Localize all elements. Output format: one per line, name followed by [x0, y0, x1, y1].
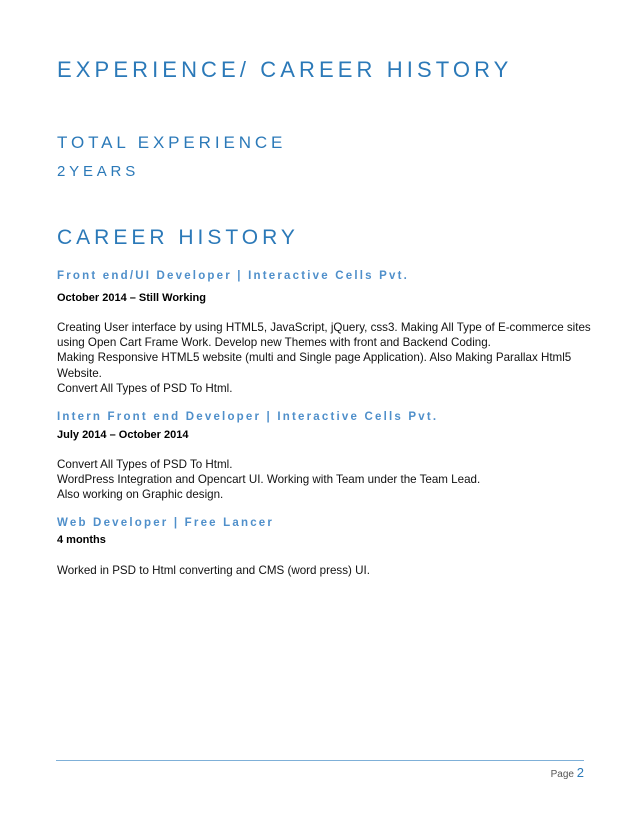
description-line: Convert All Types of PSD To Html.	[57, 381, 233, 395]
years-value: 2YEARS	[57, 163, 139, 180]
description-line: Creating User interface by using HTML5, JavaScript, jQuery, css3. Making All Type of E-commerce sites	[57, 321, 591, 334]
description-line: WordPress Integration and Opencart UI. Working with Team under the Team Lead.	[57, 473, 481, 487]
job-period: 4 months	[57, 534, 106, 546]
description-line: Website.	[57, 366, 102, 380]
job-role: Intern Front end Developer | Interactive Cells Pvt.	[57, 411, 439, 423]
job-description	[57, 320, 597, 396]
page-title: EXPERIENCE/ CAREER HISTORY	[57, 57, 513, 82]
footer-divider	[56, 760, 584, 761]
job-role: Front end/UI Developer | Interactive Cells Pvt.	[57, 270, 410, 282]
description-line: Making Responsive HTML5 website (multi and Single page Application). Also Making Parallax Html5	[57, 351, 572, 365]
page-label: Page	[550, 769, 574, 780]
page-number-value: 2	[576, 765, 584, 780]
page-number	[551, 765, 584, 780]
description-line: Also working on Graphic design.	[57, 488, 224, 502]
job-description	[57, 563, 597, 578]
job-period: July 2014 – October 2014	[57, 429, 189, 441]
total-experience-heading: TOTAL EXPERIENCE	[57, 133, 287, 152]
description-line: using Open Cart Frame Work. Develop new Themes with front and Backend Coding.	[57, 336, 491, 350]
job-period: October 2014 – Still Working	[57, 292, 206, 304]
description-line: Worked in PSD to Html converting and CMS (word press) UI.	[57, 564, 370, 577]
career-history-heading: CAREER HISTORY	[57, 226, 299, 249]
description-line: Convert All Types of PSD To Html.	[57, 458, 233, 471]
job-role: Web Developer | Free Lancer	[57, 517, 275, 529]
job-description	[57, 457, 597, 503]
